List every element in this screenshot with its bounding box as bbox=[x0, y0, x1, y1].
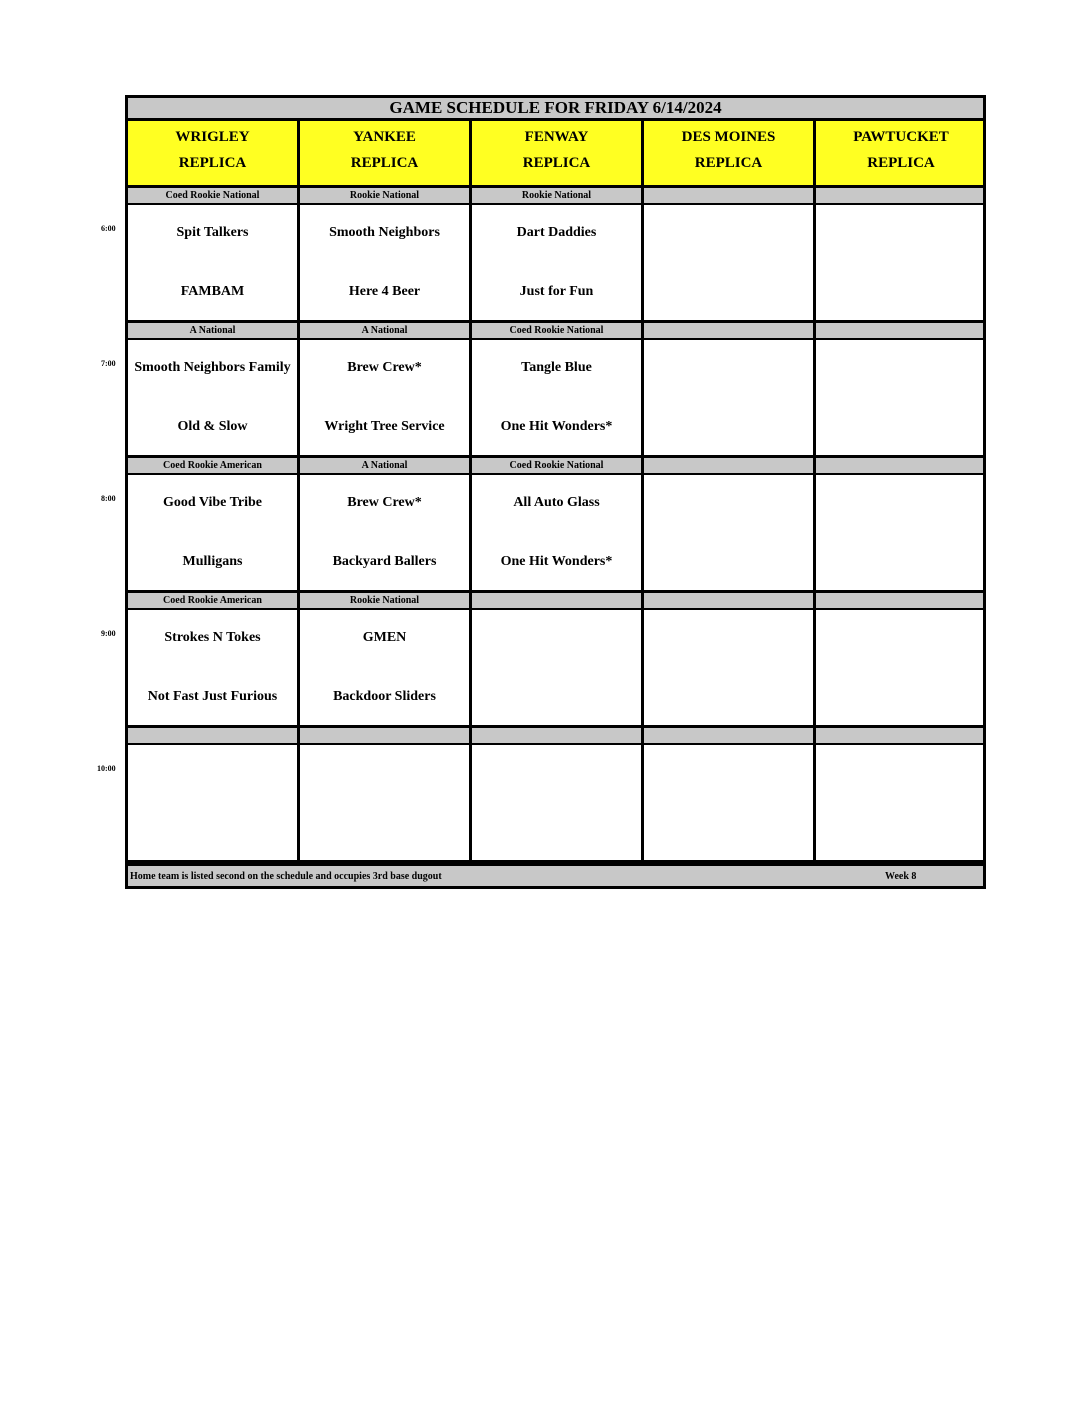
division-label bbox=[641, 728, 813, 745]
game-cell bbox=[125, 475, 297, 593]
home-team-note: Home team is listed second on the schedule and occupies 3rd base dugout bbox=[130, 871, 442, 882]
field-name: YANKEE bbox=[353, 129, 416, 145]
game-cell bbox=[813, 340, 986, 458]
field-name: FENWAY bbox=[524, 129, 589, 145]
game-cell bbox=[125, 610, 297, 728]
division-label bbox=[813, 728, 986, 745]
division-label: Coed Rookie American bbox=[125, 458, 297, 475]
schedule-table bbox=[125, 95, 986, 889]
field-subtitle: REPLICA bbox=[694, 155, 763, 171]
home-team: One Hit Wonders* bbox=[500, 419, 613, 434]
home-team: Old & Slow bbox=[177, 419, 248, 434]
field-subtitle: REPLICA bbox=[350, 155, 419, 171]
game-cell bbox=[469, 340, 641, 458]
division-label bbox=[469, 593, 641, 610]
field-name: WRIGLEY bbox=[175, 129, 250, 145]
field-header bbox=[641, 121, 813, 188]
game-cell bbox=[297, 745, 469, 863]
visiting-team: Smooth Neighbors bbox=[329, 225, 440, 240]
division-label bbox=[641, 188, 813, 205]
home-team: Backyard Ballers bbox=[332, 554, 437, 569]
visiting-team: Tangle Blue bbox=[521, 360, 592, 375]
home-team: Mulligans bbox=[182, 554, 243, 569]
division-label bbox=[813, 323, 986, 340]
division-label: Coed Rookie National bbox=[125, 188, 297, 205]
division-label bbox=[469, 728, 641, 745]
game-cell bbox=[125, 745, 297, 863]
division-label: Rookie National bbox=[297, 188, 469, 205]
game-cell bbox=[469, 475, 641, 593]
game-cell bbox=[813, 475, 986, 593]
game-cell bbox=[125, 205, 297, 323]
home-team: Backdoor Sliders bbox=[333, 689, 436, 704]
division-label bbox=[813, 458, 986, 475]
time-slot-label: 7:00 bbox=[101, 359, 116, 368]
game-cell bbox=[469, 610, 641, 728]
division-label bbox=[125, 728, 297, 745]
division-label bbox=[641, 323, 813, 340]
field-header bbox=[469, 121, 641, 188]
home-team: FAMBAM bbox=[180, 284, 245, 299]
division-label: Coed Rookie National bbox=[469, 458, 641, 475]
game-cell bbox=[813, 745, 986, 863]
game-cell bbox=[641, 340, 813, 458]
division-label: Coed Rookie National bbox=[469, 323, 641, 340]
division-label: A National bbox=[297, 458, 469, 475]
time-slot-label: 9:00 bbox=[101, 629, 116, 638]
game-cell bbox=[641, 475, 813, 593]
home-team: Here 4 Beer bbox=[348, 284, 421, 299]
division-label: Rookie National bbox=[297, 593, 469, 610]
game-cell bbox=[641, 745, 813, 863]
week-label: Week 8 bbox=[885, 871, 917, 882]
home-team: Not Fast Just Furious bbox=[147, 689, 278, 704]
home-team: Wright Tree Service bbox=[324, 419, 445, 434]
schedule-footer bbox=[125, 863, 986, 889]
game-cell bbox=[297, 340, 469, 458]
field-name: DES MOINES bbox=[681, 129, 776, 145]
home-team: One Hit Wonders* bbox=[500, 554, 613, 569]
field-name: PAWTUCKET bbox=[853, 129, 949, 145]
game-cell bbox=[641, 610, 813, 728]
division-label: Rookie National bbox=[469, 188, 641, 205]
game-cell bbox=[297, 475, 469, 593]
game-cell bbox=[125, 340, 297, 458]
visiting-team: GMEN bbox=[362, 630, 407, 645]
field-subtitle: REPLICA bbox=[178, 155, 247, 171]
home-team: Just for Fun bbox=[519, 284, 594, 299]
visiting-team: Strokes N Tokes bbox=[164, 630, 261, 645]
game-cell bbox=[297, 610, 469, 728]
field-header bbox=[125, 121, 297, 188]
division-label: A National bbox=[297, 323, 469, 340]
division-label bbox=[641, 458, 813, 475]
division-label bbox=[297, 728, 469, 745]
division-label: A National bbox=[125, 323, 297, 340]
schedule-title: GAME SCHEDULE FOR FRIDAY 6/14/2024 bbox=[125, 95, 986, 121]
game-cell bbox=[469, 745, 641, 863]
game-cell bbox=[813, 205, 986, 323]
game-cell bbox=[297, 205, 469, 323]
visiting-team: Brew Crew* bbox=[347, 360, 422, 375]
division-label bbox=[813, 593, 986, 610]
game-cell bbox=[641, 205, 813, 323]
visiting-team: Brew Crew* bbox=[347, 495, 422, 510]
visiting-team: All Auto Glass bbox=[513, 495, 600, 510]
time-slot-label: 6:00 bbox=[101, 224, 116, 233]
field-header bbox=[297, 121, 469, 188]
division-label: Coed Rookie American bbox=[125, 593, 297, 610]
visiting-team: Smooth Neighbors Family bbox=[134, 360, 291, 375]
game-cell bbox=[469, 205, 641, 323]
division-label bbox=[813, 188, 986, 205]
field-subtitle: REPLICA bbox=[522, 155, 591, 171]
visiting-team: Good Vibe Tribe bbox=[162, 495, 263, 510]
time-slot-label: 8:00 bbox=[101, 494, 116, 503]
table-right-border bbox=[983, 121, 986, 889]
visiting-team: Dart Daddies bbox=[516, 225, 597, 240]
division-label bbox=[641, 593, 813, 610]
field-header bbox=[813, 121, 986, 188]
time-slot-label: 10:00 bbox=[97, 764, 116, 773]
game-cell bbox=[813, 610, 986, 728]
field-subtitle: REPLICA bbox=[867, 155, 935, 171]
visiting-team: Spit Talkers bbox=[176, 225, 249, 240]
